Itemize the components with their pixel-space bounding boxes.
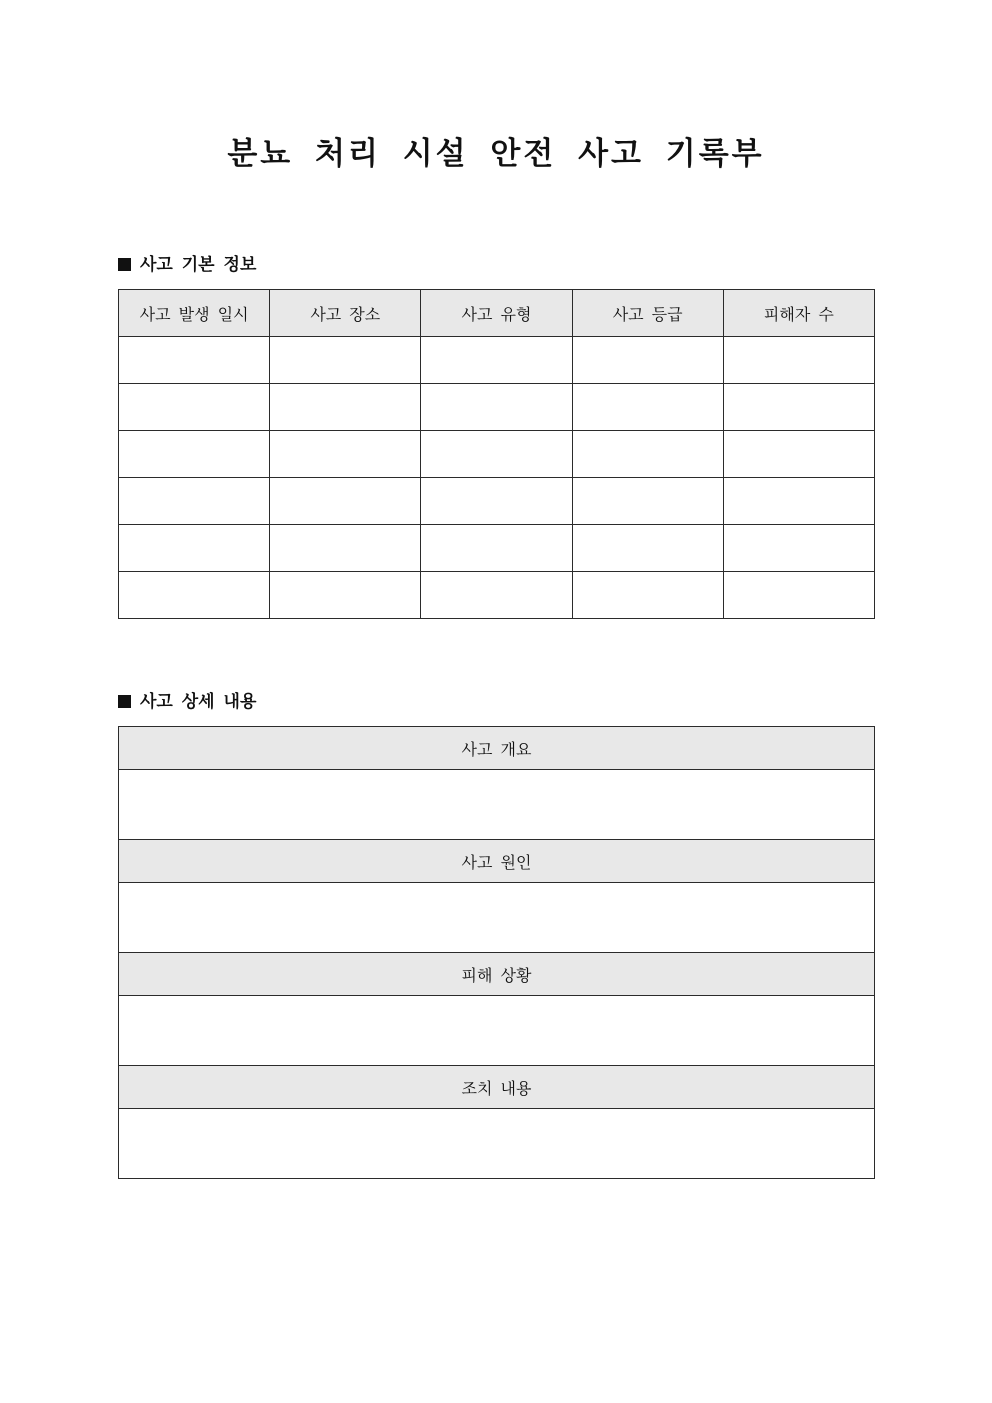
table-cell[interactable]: [119, 337, 270, 384]
column-header-victim-count: 피해자 수: [723, 290, 874, 337]
damage-content-field[interactable]: [119, 996, 875, 1066]
details-content-row: [119, 1109, 875, 1179]
document-title: 분뇨 처리 시설 안전 사고 기록부: [227, 136, 765, 172]
table-cell[interactable]: [119, 478, 270, 525]
table-cell[interactable]: [270, 384, 421, 431]
section-heading-label: 사고 상세 내용: [140, 692, 257, 712]
table-cell[interactable]: [572, 384, 723, 431]
column-header-location: 사고 장소: [270, 290, 421, 337]
section-label-overview: 사고 개요: [119, 727, 875, 770]
table-row: [119, 478, 875, 525]
table-cell[interactable]: [119, 525, 270, 572]
details-label-row: [119, 727, 875, 770]
column-header-grade: 사고 등급: [572, 290, 723, 337]
section-label-damage: 피해 상황: [119, 953, 875, 996]
table-cell[interactable]: [421, 431, 572, 478]
table-cell[interactable]: [270, 431, 421, 478]
details-label-row: [119, 1066, 875, 1109]
table-cell[interactable]: [421, 384, 572, 431]
section-heading-basic-info: [118, 253, 256, 277]
table-cell[interactable]: [421, 337, 572, 384]
table-row: [119, 384, 875, 431]
section-heading-label: 사고 기본 정보: [140, 255, 257, 275]
table-cell[interactable]: [270, 337, 421, 384]
details-label-row: [119, 953, 875, 996]
details-table: [118, 726, 875, 1179]
overview-content-field[interactable]: [119, 770, 875, 840]
table-cell[interactable]: [119, 384, 270, 431]
table-cell[interactable]: [270, 525, 421, 572]
table-cell[interactable]: [421, 572, 572, 619]
square-bullet-icon: [118, 695, 131, 708]
table-cell[interactable]: [723, 572, 874, 619]
column-header-occurrence-datetime: 사고 발생 일시: [119, 290, 270, 337]
square-bullet-icon: [118, 258, 131, 271]
table-cell[interactable]: [723, 478, 874, 525]
table-row: [119, 337, 875, 384]
table-cell[interactable]: [572, 478, 723, 525]
table-cell[interactable]: [723, 431, 874, 478]
table-cell[interactable]: [572, 337, 723, 384]
details-content-row: [119, 883, 875, 953]
table-cell[interactable]: [723, 384, 874, 431]
table-cell[interactable]: [572, 572, 723, 619]
details-content-row: [119, 996, 875, 1066]
section-heading-details: [118, 690, 256, 714]
table-row: [119, 431, 875, 478]
table-cell[interactable]: [723, 337, 874, 384]
column-header-type: 사고 유형: [421, 290, 572, 337]
details-label-row: [119, 840, 875, 883]
section-label-cause: 사고 원인: [119, 840, 875, 883]
table-cell[interactable]: [421, 525, 572, 572]
table-cell[interactable]: [572, 525, 723, 572]
section-label-action: 조치 내용: [119, 1066, 875, 1109]
table-cell[interactable]: [119, 431, 270, 478]
table-header-row: [119, 290, 875, 337]
action-content-field[interactable]: [119, 1109, 875, 1179]
cause-content-field[interactable]: [119, 883, 875, 953]
table-cell[interactable]: [119, 572, 270, 619]
details-content-row: [119, 770, 875, 840]
table-row: [119, 525, 875, 572]
table-row: [119, 572, 875, 619]
table-cell[interactable]: [270, 572, 421, 619]
basic-info-table: [118, 289, 875, 619]
table-cell[interactable]: [723, 525, 874, 572]
table-cell[interactable]: [270, 478, 421, 525]
table-cell[interactable]: [421, 478, 572, 525]
table-cell[interactable]: [572, 431, 723, 478]
